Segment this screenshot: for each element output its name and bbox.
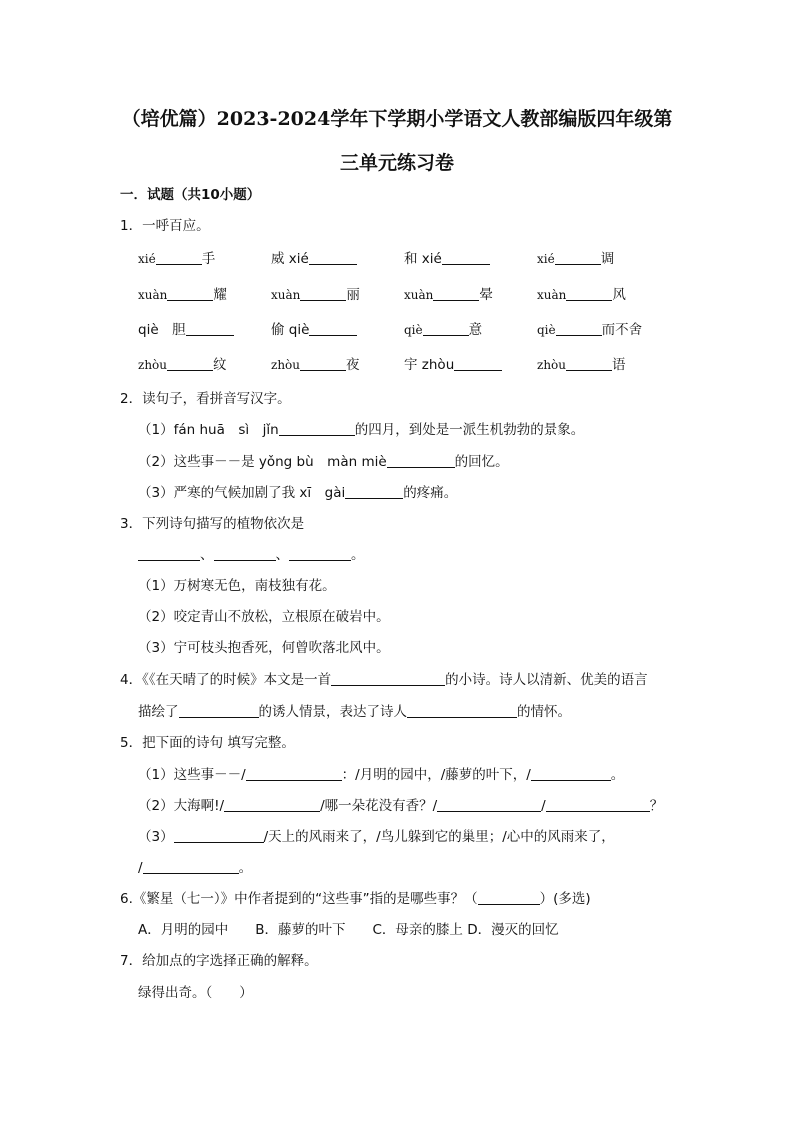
answer-blank[interactable] xyxy=(555,250,601,265)
answer-blank[interactable] xyxy=(345,484,403,499)
q1-item: qiè 而不舍 xyxy=(537,322,643,338)
answer-blank[interactable] xyxy=(186,321,234,336)
answer-blank[interactable] xyxy=(167,356,213,371)
answer-blank[interactable] xyxy=(566,286,612,301)
q6-options: A．月明的园中 B．藤萝的叶下 C．母亲的膝上 D．漫灭的回忆 xyxy=(138,922,559,938)
q2-item: （2）这些事－－是 yǒng bù màn miè 的回忆。 xyxy=(138,454,509,470)
answer-blank[interactable] xyxy=(214,546,276,561)
q3-answer-line: 、 、 。 xyxy=(138,545,365,565)
q3-stem: 3．下列诗句描写的植物依次是 xyxy=(120,516,305,532)
q1-stem: 1．一呼百应。 xyxy=(120,218,210,234)
answer-blank[interactable] xyxy=(546,797,650,812)
q1-item: 和 xié xyxy=(404,249,490,269)
answer-blank[interactable] xyxy=(309,321,357,336)
answer-blank[interactable] xyxy=(433,286,479,301)
answer-blank[interactable] xyxy=(454,356,502,371)
answer-blank[interactable] xyxy=(300,356,346,371)
answer-blank[interactable] xyxy=(156,250,202,265)
answer-blank[interactable] xyxy=(167,286,213,301)
q5-item: （3） /天上的风雨来了，/鸟儿躲到它的巢里；/心中的风雨来了， xyxy=(138,829,615,845)
answer-blank[interactable] xyxy=(143,859,239,874)
q2-item: （3）严寒的气候加剧了我 xī gài 的疼痛。 xyxy=(138,485,458,501)
answer-blank[interactable] xyxy=(174,828,264,843)
answer-blank[interactable] xyxy=(246,766,342,781)
q7-item: 绿得出奇。（ ） xyxy=(138,985,253,1001)
q1-item: zhòu 纹 xyxy=(138,357,227,373)
answer-blank[interactable] xyxy=(331,671,445,686)
q1-item: xuàn 晕 xyxy=(404,287,493,303)
answer-blank[interactable] xyxy=(309,250,357,265)
answer-blank[interactable] xyxy=(289,546,351,561)
q1-item: 偷 qiè xyxy=(271,320,357,340)
q1-item: xuàn 丽 xyxy=(271,287,360,303)
answer-blank[interactable] xyxy=(566,356,612,371)
q5-item: （1）这些事－－/ ：/月明的园中，/藤萝的叶下，/ 。 xyxy=(138,767,625,783)
answer-blank[interactable] xyxy=(478,890,540,905)
q1-item: 宇 zhòu xyxy=(404,355,502,375)
q2-item: （1）fán huā sì jǐn 的四月，到处是一派生机勃勃的景象。 xyxy=(138,422,585,438)
q1-row xyxy=(138,249,698,269)
q1-item: xié 调 xyxy=(537,251,615,267)
answer-blank[interactable] xyxy=(531,766,611,781)
q1-item: xuàn 风 xyxy=(537,287,626,303)
q3-item: （3）宁可枝头抱香死，何曾吹落北风中。 xyxy=(138,640,390,656)
answer-blank[interactable] xyxy=(300,286,346,301)
answer-blank[interactable] xyxy=(423,321,469,336)
answer-blank[interactable] xyxy=(179,703,259,718)
q3-item: （1）万树寒无色，南枝独有花。 xyxy=(138,578,336,594)
q1-item: qiè 胆 xyxy=(138,320,234,340)
q1-item: xié 手 xyxy=(138,251,216,267)
answer-blank[interactable] xyxy=(138,546,200,561)
answer-blank[interactable] xyxy=(442,250,490,265)
q5-stem: 5．把下面的诗句 填写完整。 xyxy=(120,735,295,751)
answer-blank[interactable] xyxy=(279,421,355,436)
q1-row xyxy=(138,320,698,340)
q4-line1: 4．《《在天晴了的时候》本文是一首 的小诗。诗人以清新、优美的语言 xyxy=(120,672,648,688)
page-title-line2: 三单元练习卷 xyxy=(339,152,454,174)
q1-item: qiè 意 xyxy=(404,322,483,338)
q5-item-cont: / 。 xyxy=(138,860,253,876)
section-heading: 一．试题（共10小题） xyxy=(120,187,261,203)
answer-blank[interactable] xyxy=(407,703,517,718)
q3-item: （2）咬定青山不放松，立根原在破岩中。 xyxy=(138,609,390,625)
q1-item: xuàn 耀 xyxy=(138,287,227,303)
q6-stem: 6.《繁星（七一）》中作者提到的“这些事”指的是哪些事？（ ）(多选) xyxy=(120,891,591,907)
answer-blank[interactable] xyxy=(437,797,541,812)
q1-item: zhòu 语 xyxy=(537,357,626,373)
page-title-line1: （培优篇）2023-2024学年下学期小学语文人教部编版四年级第 xyxy=(121,108,673,130)
q1-row xyxy=(138,285,698,305)
q4-line2: 描绘了 的诱人情景，表达了诗人 的情怀。 xyxy=(138,704,571,720)
q2-stem: 2．读句子，看拼音写汉字。 xyxy=(120,391,291,407)
q5-item: （2）大海啊!/ /哪一朵花没有香？/ / ？ xyxy=(138,798,664,814)
q1-item: 威 xié xyxy=(271,249,357,269)
answer-blank[interactable] xyxy=(224,797,320,812)
q1-row xyxy=(138,355,698,375)
answer-blank[interactable] xyxy=(387,453,455,468)
q1-item: zhòu 夜 xyxy=(271,357,360,373)
q7-stem: 7．给加点的字选择正确的解释。 xyxy=(120,953,318,969)
answer-blank[interactable] xyxy=(556,321,602,336)
